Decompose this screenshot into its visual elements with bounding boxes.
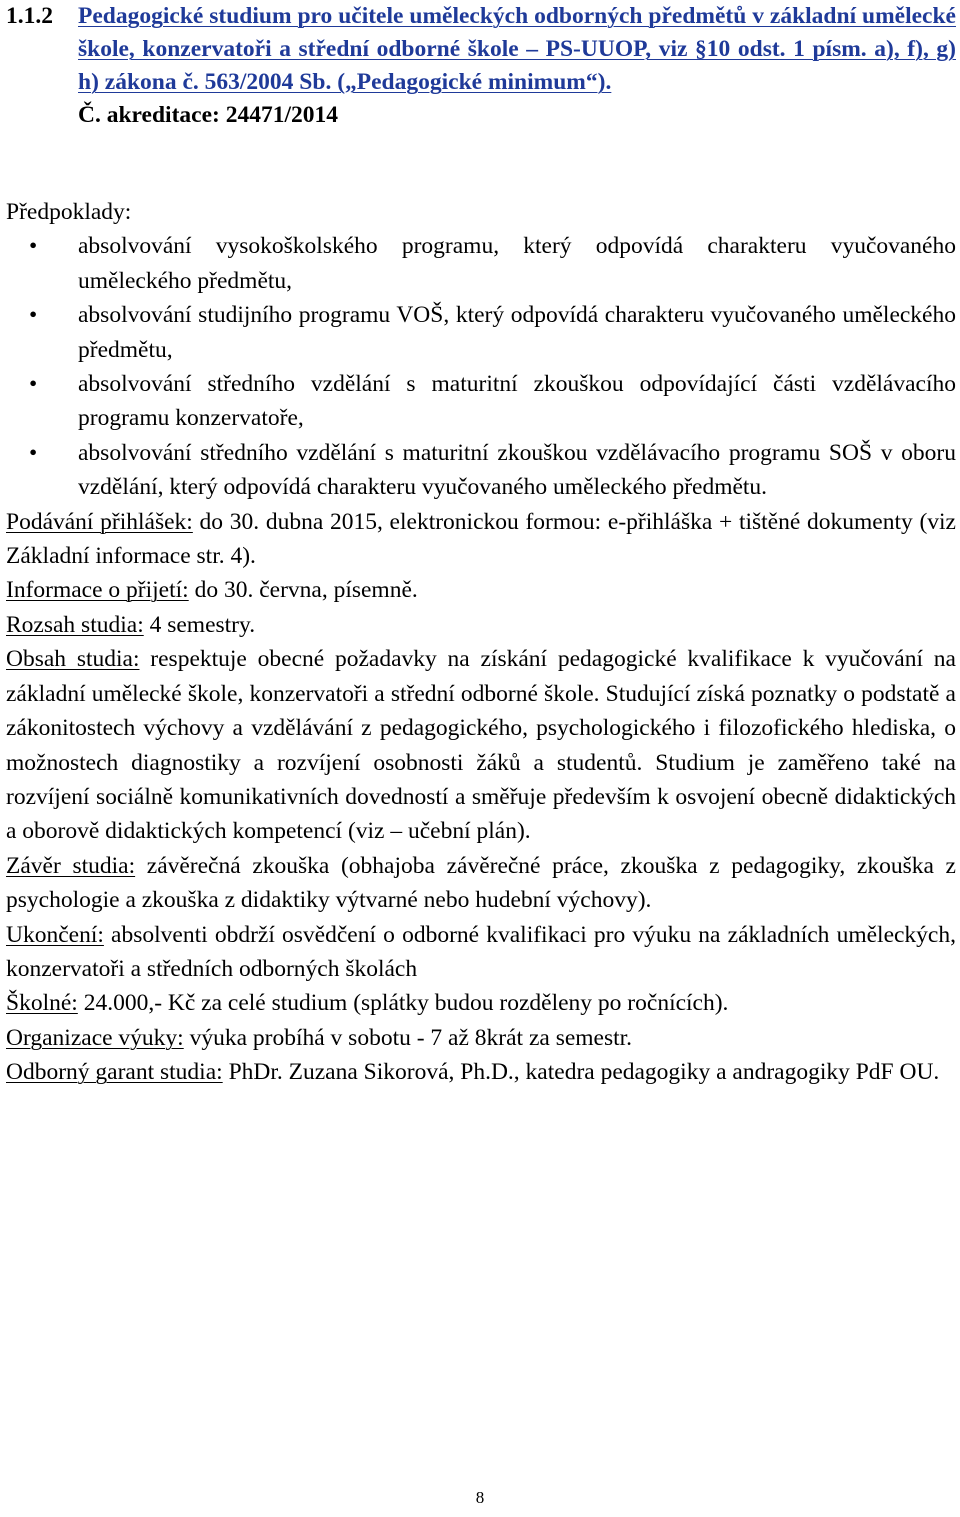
study-length-label: Rozsah studia: (6, 611, 144, 638)
page-number: 8 (475, 1488, 485, 1507)
admission-info-label: Informace o přijetí: (6, 577, 189, 604)
prerequisites-heading (6, 195, 956, 229)
organization-paragraph (6, 1021, 956, 1055)
admission-info-paragraph (6, 573, 956, 607)
applications-paragraph (6, 505, 956, 574)
final-exam-paragraph (6, 849, 956, 918)
completion-text: absolventi obdrží osvědčení o odborné kvalifikaci pro výuku na základních uměleckých, konzervatoři a středních odborných školách (6, 921, 956, 982)
study-content-text: respektuje obecné požadavky na získání pedagogické kvalifikace k vyučování na základní umělecké škole, konzervatoři a střední odborné škole. Studující získá poznatky o podstatě a zákonitostech výchovy a vzdělávání z pedagogického, psychologického i filozofického hlediska, o možnostech diagnostiky a rozvíjení osobnosti žáků a studentů. Studium je zaměřeno také na rozvíjení sociálně komunikativních dovedností a směřuje především k osvojení obecně didaktických a oborově didaktických kompetencí (viz – učební plán). (6, 646, 956, 845)
list-item-text: absolvování studijního programu VOŠ, který odpovídá charakteru vyučovaného uměleckého předmětu, (78, 302, 956, 363)
guarantor-paragraph (6, 1055, 956, 1089)
prerequisites-list (6, 229, 956, 504)
organization-text: výuka probíhá v sobotu - 7 až 8krát za semestr. (183, 1024, 633, 1051)
list-item (6, 436, 956, 505)
completion-label: Ukončení: (6, 921, 104, 948)
bullet-icon: • (29, 302, 38, 329)
list-item (6, 229, 956, 298)
completion-paragraph (6, 918, 956, 987)
bullet-icon: • (29, 233, 38, 260)
tuition-text: 24.000,- Kč za celé studium (splátky budou rozděleny po ročnících). (77, 990, 729, 1017)
final-exam-label: Závěr studia: (6, 852, 136, 879)
section-title: Pedagogické studium pro učitele uměleckých odborných předmětů v základní umělecké škole, konzervatoři a střední odborné škole – PS-UUOP, viz §10 odst. 1 písm. a), f), g) h) zákona č. 563/2004 Sb. („Pedagogické minimum“). (78, 3, 956, 95)
bullet-icon: • (29, 439, 38, 466)
list-item-text: absolvování středního vzdělání s maturitní zkouškou vzdělávacího programu SOŠ v oboru vzdělání, který odpovídá charakteru vyučovaného uměleckého předmětu. (78, 439, 956, 501)
admission-info-text: do 30. června, písemně. (188, 577, 418, 604)
final-exam-text: závěrečná zkouška (obhajoba závěrečné práce, zkouška z pedagogiky, zkouška z psychologie a zkouška z didaktiky výtvarné nebo hudební výchovy). (6, 852, 956, 914)
study-length-paragraph (6, 608, 956, 642)
guarantor-text: PhDr. Zuzana Sikorová, Ph.D., katedra pedagogiky a andragogiky PdF OU. (222, 1059, 940, 1086)
applications-label: Podávání přihlášek: (6, 508, 193, 535)
applications-text: do 30. dubna 2015, elektronickou formou: e-přihláška + tištěné dokumenty (viz Základní informace str. 4). (6, 508, 956, 570)
tuition-paragraph (6, 986, 956, 1020)
study-length-text: 4 semestry. (143, 611, 256, 638)
bullet-icon: • (29, 371, 38, 398)
organization-label: Organizace výuky: (6, 1024, 184, 1051)
accreditation-number: Č. akreditace: 24471/2014 (78, 102, 338, 128)
guarantor-label: Odborný garant studia: (6, 1059, 223, 1086)
study-content-paragraph (6, 642, 956, 848)
list-item-text: absolvování vysokoškolského programu, který odpovídá charakteru vyučovaného uměleckého předmětu, (78, 233, 956, 294)
document-body (6, 195, 956, 1090)
study-content-label: Obsah studia: (6, 646, 140, 673)
prerequisites-label: Předpoklady: (6, 199, 132, 225)
list-item (6, 298, 956, 367)
tuition-label: Školné: (6, 990, 78, 1017)
section-heading (6, 0, 956, 132)
list-item-text: absolvování středního vzdělání s maturitní zkouškou odpovídající části vzdělávacího programu konzervatoře, (78, 371, 956, 432)
list-item (6, 367, 956, 436)
section-number: 1.1.2 (6, 3, 53, 29)
